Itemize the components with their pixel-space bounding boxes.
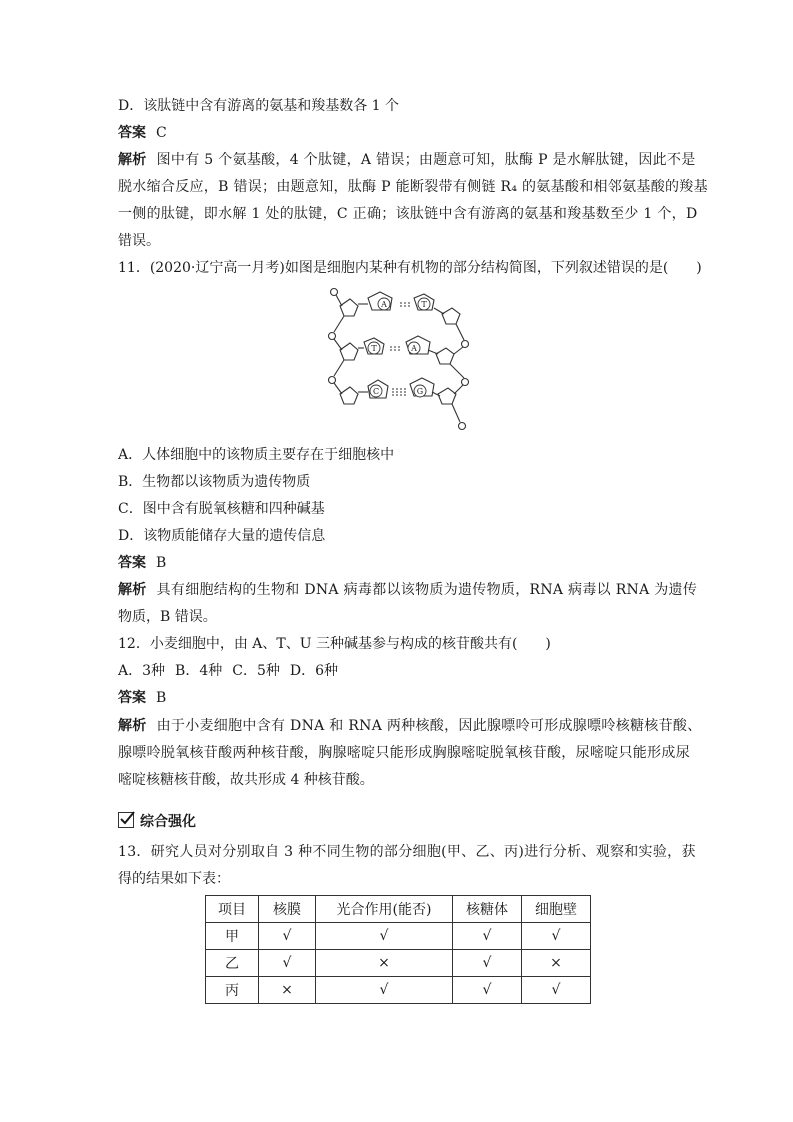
q11-option-c: C．图中含有脱氧核糖和四种碱基 <box>118 501 325 517</box>
base-label: A <box>411 344 417 353</box>
q10-answer <box>118 123 167 143</box>
sugar-icon <box>436 348 454 364</box>
q12-option-c: C．5种 <box>232 663 280 679</box>
checkbox-icon <box>118 812 134 828</box>
results-table <box>205 895 591 1004</box>
prev-option-d: D．该肽链中含有游离的氨基和羧基数各 1 个 <box>118 98 400 114</box>
answer-label: 答案 <box>118 555 146 571</box>
q12-analysis-line-1 <box>118 716 702 736</box>
answer-label: 答案 <box>118 125 146 141</box>
table-cell: 丙 <box>206 977 259 1004</box>
table-header-cell: 核糖体 <box>453 896 522 923</box>
phosphate-icon <box>329 377 336 384</box>
table-cell: √ <box>259 923 316 950</box>
q12-option-b: B．4种 <box>175 663 223 679</box>
section-title: 综合强化 <box>140 814 196 830</box>
table-header-cell: 光合作用(能否) <box>316 896 453 923</box>
base-label: C <box>372 387 380 396</box>
table-cell: × <box>316 950 453 977</box>
analysis-text: 具有细胞结构的生物和 DNA 病毒都以该物质为遗传物质，RNA 病毒以 RNA 为遗传 <box>156 582 698 598</box>
q11-option-d: D．该物质能储存大量的遗传信息 <box>118 528 326 544</box>
sugar-icon <box>340 387 358 404</box>
section-heading <box>118 810 318 834</box>
table-cell: √ <box>316 923 453 950</box>
phosphate-icon <box>459 423 466 430</box>
q11-analysis-line-2: 物质，B 错误。 <box>118 609 217 625</box>
table-cell: √ <box>522 977 591 1004</box>
q10-analysis-line-3: 一侧的肽键，即水解 1 处的肽键，C 正确；该肽链中含有游离的氨基和羧基数至少 1 个，D <box>118 206 698 222</box>
analysis-label: 解析 <box>118 718 147 734</box>
analysis-text: 图中有 5 个氨基酸，4 个肽键，A 错误；由题意可知，肽酶 P 是水解肽键，因此不是 <box>156 152 696 168</box>
table-cell: √ <box>453 977 522 1004</box>
table-cell: × <box>522 950 591 977</box>
answer-label: 答案 <box>118 690 146 706</box>
table-header-row <box>206 896 591 923</box>
base-label: G <box>416 387 424 396</box>
table-cell: √ <box>316 977 453 1004</box>
answer-value: B <box>156 555 167 571</box>
q13-stem-line-2: 得的结果如下表： <box>118 871 230 887</box>
table-cell: √ <box>453 923 522 950</box>
table-header-cell: 细胞壁 <box>522 896 591 923</box>
q12-analysis-line-3: 嘧啶核糖核苷酸，故共形成 4 种核苷酸。 <box>118 772 374 788</box>
table-cell: 乙 <box>206 950 259 977</box>
q12-analysis-line-2: 腺嘌呤脱氧核苷酸两种核苷酸，胸腺嘧啶只能形成胸腺嘧啶脱氧核苷酸，尿嘧啶只能形成尿 <box>118 745 690 761</box>
q12-stem: 12．小麦细胞中，由 A、T、U 三种碱基参与构成的核苷酸共有( ) <box>118 636 551 652</box>
q10-analysis-line-4: 错误。 <box>118 233 160 249</box>
answer-value: B <box>156 690 167 706</box>
q11-stem: 11．(2020·辽宁高一月考)如图是细胞内某种有机物的部分结构简图，下列叙述错误的是( ) <box>118 260 702 276</box>
dna-structure-diagram <box>320 284 480 436</box>
analysis-label: 解析 <box>118 582 147 598</box>
sugar-icon <box>340 299 358 316</box>
q12-option-d: D．6种 <box>289 663 338 679</box>
table-cell: √ <box>522 923 591 950</box>
phosphate-icon <box>331 289 338 296</box>
q10-analysis-line-2: 脱水缩合反应，B 错误；由题意知，肽酶 P 能断裂带有侧链 R₄ 的氨基酸和相邻氨基酸的羧基 <box>118 179 708 195</box>
q10-analysis-line-1 <box>118 150 696 170</box>
base-label: T <box>421 300 427 309</box>
table-cell: × <box>259 977 316 1004</box>
q12-option-a: A．3种 <box>118 663 166 679</box>
table-row <box>206 977 591 1004</box>
q11-answer <box>118 553 166 573</box>
table-cell: √ <box>453 950 522 977</box>
phosphate-icon <box>329 333 336 340</box>
q11-option-a: A．人体细胞中的该物质主要存在于细胞核中 <box>118 447 395 463</box>
q11-option-b: B．生物都以该物质为遗传物质 <box>118 474 311 490</box>
analysis-label: 解析 <box>118 152 147 168</box>
table-cell: 甲 <box>206 923 259 950</box>
sugar-icon <box>438 388 456 404</box>
answer-value: C <box>156 125 167 141</box>
base-label: T <box>371 344 377 353</box>
q11-analysis-line-1 <box>118 580 698 600</box>
q12-options <box>118 661 348 681</box>
table-header-cell: 项目 <box>206 896 259 923</box>
analysis-text: 由于小麦细胞中含有 DNA 和 RNA 两种核酸，因此腺嘌呤可形成腺嘌呤核糖核苷酸、 <box>156 718 702 734</box>
sugar-icon <box>340 343 358 360</box>
base-label: A <box>381 300 387 309</box>
phosphate-icon <box>462 379 469 386</box>
q13-stem-line-1: 13．研究人员对分别取自 3 种不同生物的部分细胞(甲、乙、丙)进行分析、观察和实验，获 <box>118 844 696 860</box>
sugar-icon <box>442 308 460 324</box>
table-row <box>206 923 591 950</box>
table-cell: √ <box>259 950 316 977</box>
phosphate-icon <box>462 341 469 348</box>
q12-answer <box>118 688 166 708</box>
table-header-cell: 核膜 <box>259 896 316 923</box>
table-row <box>206 950 591 977</box>
